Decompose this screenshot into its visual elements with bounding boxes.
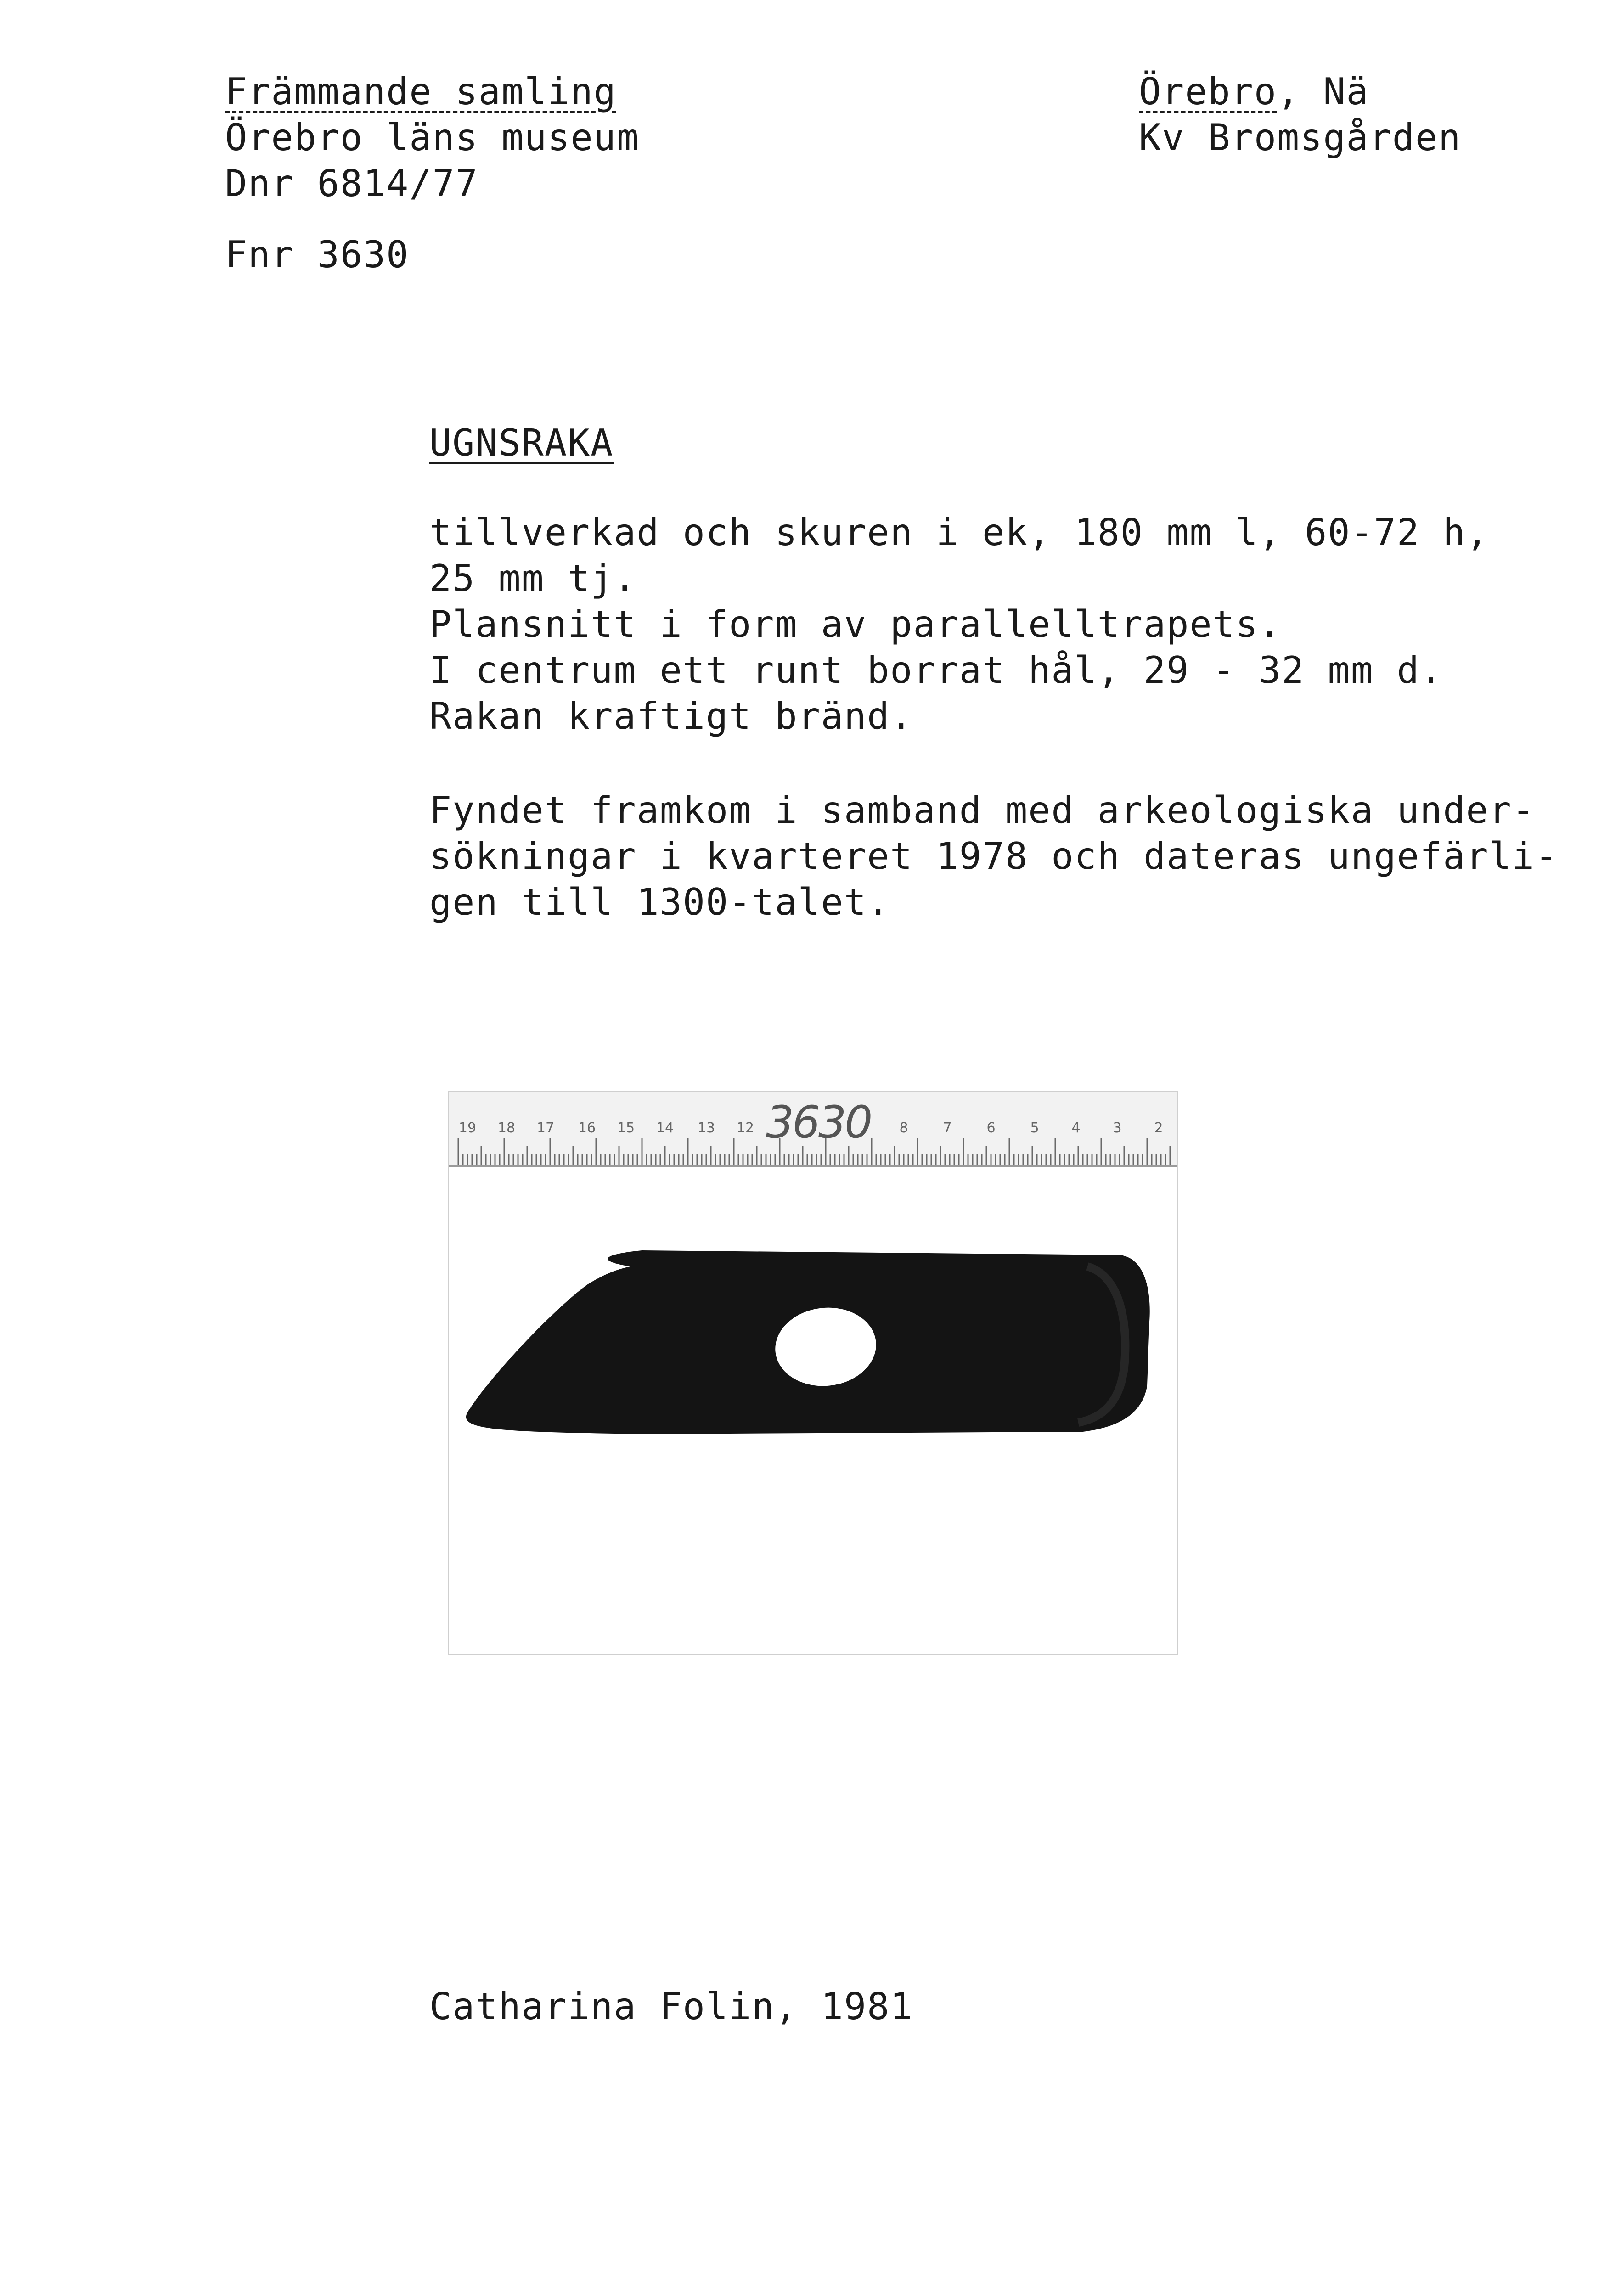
collection-name: Främmande samling [225, 70, 617, 113]
ruler-number: 18 [497, 1120, 516, 1136]
ruler-number: 2 [1154, 1120, 1163, 1136]
ruler-number: 5 [1030, 1120, 1039, 1136]
description-line: Rakan kraftigt bränd. [429, 695, 913, 737]
finding-line: Fyndet framkom i samband med arkeologiska under- [429, 789, 1535, 832]
header-left [225, 69, 640, 207]
place-name: Örebro [1139, 70, 1277, 113]
ruler-number: 14 [656, 1120, 674, 1136]
ruler-number: 16 [578, 1120, 596, 1136]
finding-line: gen till 1300-talet. [429, 881, 890, 923]
site-name: Kv Bromsgården [1139, 116, 1462, 159]
artifact-photograph [448, 1091, 1178, 1655]
scale-ruler [449, 1092, 1178, 1167]
place-suffix: , Nä [1277, 70, 1369, 113]
description-line: I centrum ett runt borrat hål, 29 - 32 mm d. [429, 649, 1443, 692]
ruler-number: 6 [986, 1120, 996, 1136]
ruler-number: 8 [899, 1120, 908, 1136]
description-line: tillverkad och skuren i ek, 180 mm l, 60-72 h, [429, 511, 1489, 554]
museum-name: Örebro läns museum [225, 116, 640, 159]
object-title: UGNSRAKA [429, 422, 614, 464]
ruler-number: 13 [697, 1120, 715, 1136]
object-description [429, 510, 1489, 739]
ruler-number: 4 [1071, 1120, 1081, 1136]
description-line: 25 mm tj. [429, 557, 637, 600]
ruler-number: 15 [617, 1120, 635, 1136]
dnr-number: Dnr 6814/77 [225, 162, 478, 205]
ruler-number: 12 [736, 1120, 754, 1136]
ruler-number: 7 [943, 1120, 952, 1136]
description-line: Plansnitt i form av parallelltrapets. [429, 603, 1282, 646]
ruler-find-label: 3630 [766, 1097, 871, 1148]
find-number: Fnr 3630 [225, 233, 410, 276]
finding-line: sökningar i kvarteret 1978 och dateras ungefärli- [429, 835, 1559, 878]
oven-rake-image [449, 1092, 1178, 1655]
finding-paragraph [429, 788, 1558, 925]
signature-line: Catharina Folin, 1981 [429, 1985, 913, 2028]
ruler-number: 17 [536, 1120, 555, 1136]
ruler-number: 19 [458, 1120, 477, 1136]
header-right [1139, 69, 1461, 161]
ruler-number: 3 [1113, 1120, 1122, 1136]
